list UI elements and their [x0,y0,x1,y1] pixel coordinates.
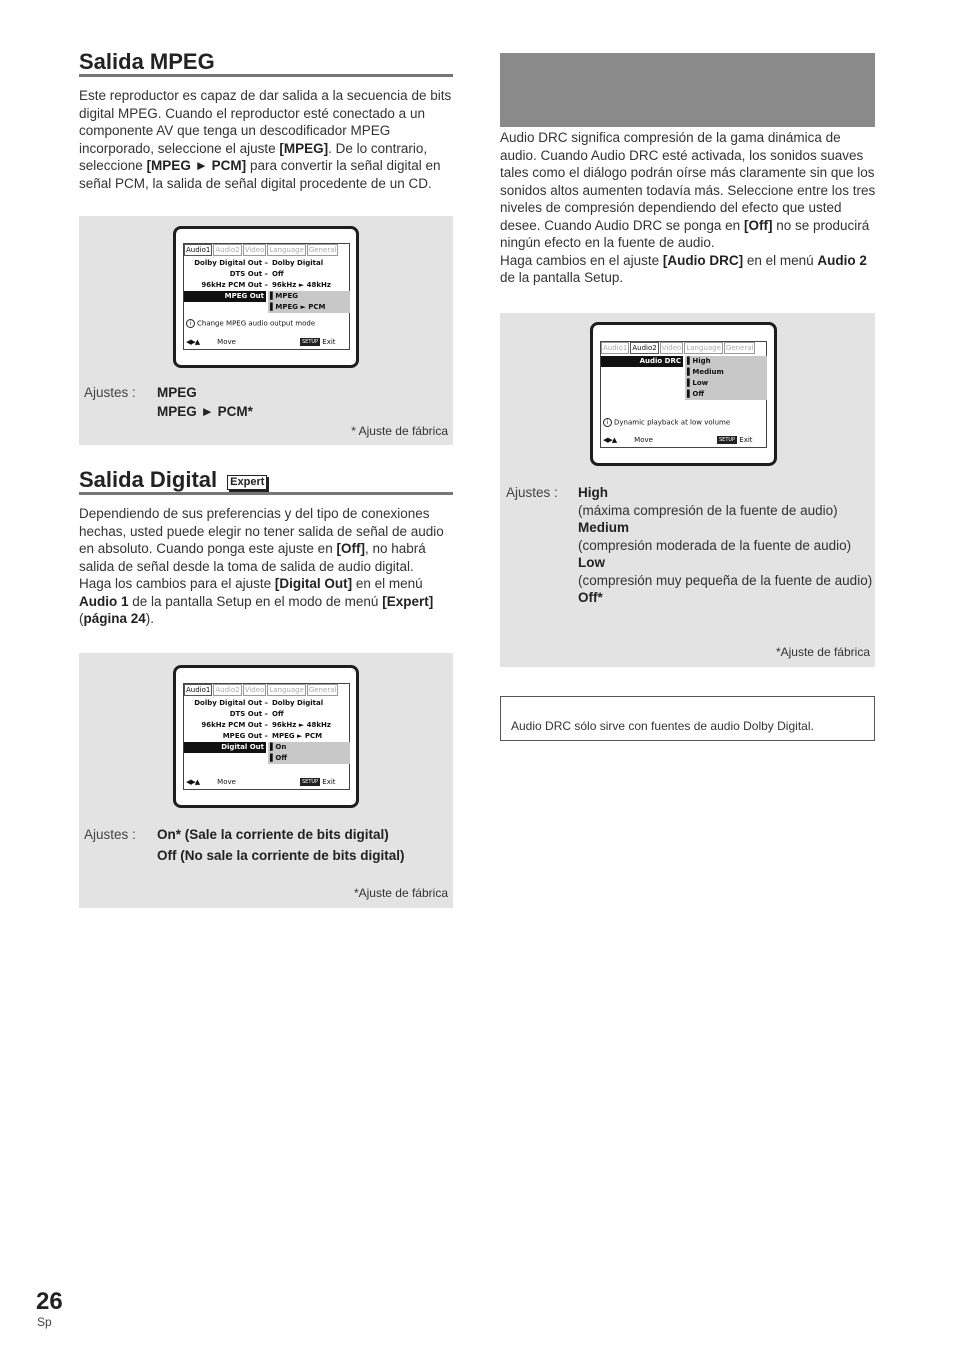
title-rule [79,492,453,495]
tab-general[interactable]: General [308,246,337,254]
move-hint: ◀▶▲ Move [186,338,236,346]
settings-label: Ajustes : [84,827,136,842]
factory-note: * Ajuste de fábrica [351,424,448,438]
tab-audio1[interactable]: Audio1 [603,344,628,352]
setup-key-icon: SETUP [302,339,319,345]
tab-video[interactable]: Video [661,344,682,352]
tv-screen [173,665,359,808]
setting-option: On* (Sale la corriente de bits digital) [157,827,389,842]
option-mpeg-pcm[interactable]: ▌MPEG ► PCM [270,303,326,311]
tab-general[interactable]: General [308,686,337,694]
info-line: i Change MPEG audio output mode [186,319,315,329]
arrow-keys-icon: ◀▶▲ [186,338,200,346]
tab-language[interactable]: Language [686,344,721,352]
note-box [500,696,875,741]
info-icon: i [603,418,612,427]
setup-menu: Audio1 Audio2 Video Language General Dolby Digital Out – Dolby Digital DTS Out – Off 96kHz PCM Out – 96kHz ► 48kHz MPEG Out ▌MPEG ▌MPEG ► PCM i Change MPEG audio output mode ◀▶▲ Move SETUP Exit [183,243,350,350]
tv-screen [173,226,359,368]
setting-option: High [578,485,608,500]
arrow-keys-icon: ◀▶▲ [186,778,200,786]
menu-tabs [184,244,339,256]
option-mpeg[interactable]: ▌MPEG [270,292,299,300]
exit-hint: SETUP Exit [302,338,336,346]
arrow-keys-icon: ◀▶▲ [603,436,617,444]
setting-description: (compresión muy pequeña de la fuente de audio) [578,572,873,588]
menu-tabs [601,342,756,354]
tab-audio2[interactable]: Audio2 [215,686,240,694]
selected-setting[interactable]: MPEG Out [184,291,266,302]
setting-description: (compresión moderada de la fuente de audio) [578,537,852,553]
tab-general[interactable]: General [725,344,754,352]
option-off[interactable]: ▌Off [687,390,705,398]
language-code: Sp [37,1315,52,1329]
tab-audio1[interactable]: Audio1 [186,686,211,694]
mpeg-panel [79,216,453,445]
setup-menu [600,341,767,448]
drc-panel [500,313,875,667]
section-title-digital-wrap [79,467,267,493]
page-number: 26 [36,1288,63,1315]
settings-label: Ajustes : [84,385,136,400]
header-band [500,53,875,127]
tab-video[interactable]: Video [244,246,265,254]
page-ref-link[interactable]: página 24 [83,611,146,626]
title-rule [79,74,453,77]
move-hint: ◀▶▲ Move [603,436,653,444]
factory-note: *Ajuste de fábrica [353,886,448,900]
selected-setting[interactable]: Audio DRC [601,356,683,367]
setting-option: Off* [578,590,603,605]
option-on[interactable]: ▌On [270,743,287,751]
settings-label: Ajustes : [506,485,558,500]
setting-option: Medium [578,520,630,535]
factory-note: *Ajuste de fábrica [775,645,870,659]
setting-option: MPEG [157,385,197,400]
menu-tabs [184,684,339,696]
tab-language[interactable]: Language [269,246,304,254]
selected-setting[interactable]: Digital Out [184,742,266,753]
setup-key-icon: SETUP [719,437,736,443]
setting-option: Off (No sale la corriente de bits digital) [157,848,405,863]
setting-option: MPEG ► PCM* [157,404,253,419]
digital-paragraph: Dependiendo de sus preferencias y del tipo de conexiones hechas, usted puede elegir no tener salida de señal de audio en absoluto. Cuando ponga este ajuste en [Off], no habrá salida de señal desde la toma de salida de audio digital. Haga los cambios para el ajuste [Digital Out] en el menú Audio 1 de la pantalla Setup en el modo de menú [Expert] (página 24). [79,506,444,626]
option-high[interactable]: ▌High [687,357,711,365]
drc-settings-list [578,484,873,607]
move-hint: ◀▶▲ Move [186,778,236,786]
setting-description: (máxima compresión de la fuente de audio) [578,502,838,518]
exit-hint: SETUP Exit [719,436,753,444]
section-title-digital: Salida Digital [79,467,218,492]
setup-key-icon: SETUP [302,779,319,785]
setting-option: Low [578,555,605,570]
tab-language[interactable]: Language [269,686,304,694]
option-off[interactable]: ▌Off [270,754,288,762]
tab-audio2[interactable]: Audio2 [215,246,240,254]
drc-paragraph: Audio DRC significa compresión de la gama dinámica de audio. Cuando Audio DRC esté activada, los sonidos suaves tales como el diálogo podrán oírse más claramente sin que los sonidos altos aumenten todavía más. Seleccione entre los tres niveles de compresión dependiendo del efecto que usted desee. Cuando Audio DRC se ponga en [Off] no se producirá ningún efecto en la fuente de audio. Haga cambios en el ajuste [Audio DRC] en el menú Audio 2 de la pantalla Setup. [500,130,876,285]
tab-audio2[interactable]: Audio2 [632,344,657,352]
tv-screen [590,322,777,466]
note-text: Audio DRC sólo sirve con fuentes de audio Dolby Digital. [511,719,814,733]
tab-video[interactable]: Video [244,686,265,694]
expert-badge: Expert [227,475,267,490]
mpeg-paragraph: Este reproductor es capaz de dar salida a la secuencia de bits digital MPEG. Cuando el reproductor esté conectado a un componente AV que tenga un descodificador MPEG incorporado, seleccione el ajuste [MPEG]. De lo contrario, seleccione [MPEG ► PCM] para convertir la señal digital en señal PCM, la salida de señal digital procedente de un CD. [79,88,452,191]
option-medium[interactable]: ▌Medium [687,368,724,376]
setup-menu: Audio1 Audio2 Video Language General Dolby Digital Out – Dolby Digital DTS Out – Off 96kHz PCM Out – 96kHz ► 48kHz MPEG Out – MPEG ► PCM Digital Out ▌On ▌Off ◀▶▲ Move SETUP Exit [183,683,350,790]
tab-audio1[interactable]: Audio1 [186,246,211,254]
section-title-mpeg: Salida MPEG [79,49,215,74]
info-line: i Dynamic playback at low volume [603,418,730,428]
digital-panel [79,653,453,908]
exit-hint: SETUP Exit [302,778,336,786]
info-icon: i [186,319,195,328]
option-low[interactable]: ▌Low [687,379,709,387]
